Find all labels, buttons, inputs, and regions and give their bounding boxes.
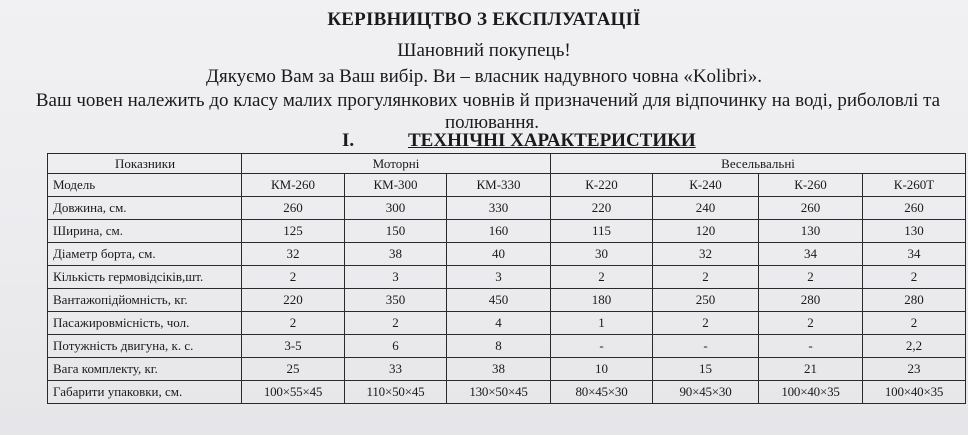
table-cell: 10 xyxy=(551,358,653,381)
table-cell: 2 xyxy=(863,266,966,289)
table-cell: 220 xyxy=(551,197,653,220)
table-cell: 125 xyxy=(242,220,345,243)
row-label: Довжина, см. xyxy=(48,197,242,220)
table-cell: К-260 xyxy=(759,174,863,197)
table-cell: 280 xyxy=(759,289,863,312)
table-cell: 4 xyxy=(447,312,551,335)
row-label: Кількість гермовідсіків,шт. xyxy=(48,266,242,289)
table-row xyxy=(48,312,966,335)
table-cell: 2 xyxy=(345,312,447,335)
table-row xyxy=(48,174,966,197)
table-row xyxy=(48,335,966,358)
table-cell: 180 xyxy=(551,289,653,312)
table-row xyxy=(48,381,966,404)
table-cell: 2 xyxy=(653,312,759,335)
table-cell: 100×55×45 xyxy=(242,381,345,404)
table-cell: 450 xyxy=(447,289,551,312)
row-label: Пасажировмісність, чол. xyxy=(48,312,242,335)
table-cell: 2,2 xyxy=(863,335,966,358)
row-label: Ширина, см. xyxy=(48,220,242,243)
document-title: КЕРІВНИЦТВО З ЕКСПЛУАТАЦІЇ xyxy=(327,9,641,30)
table-row xyxy=(48,243,966,266)
table-row xyxy=(48,266,966,289)
table-cell: 300 xyxy=(345,197,447,220)
thanks-line: Дякуємо Вам за Ваш вибір. Ви – власник надувного човна «Kolibri». xyxy=(206,66,762,87)
table-cell: 2 xyxy=(759,266,863,289)
intro-line-2: полювання. xyxy=(444,112,540,133)
intro-line-1: Ваш човен належить до класу малих прогулянкових човнів й призначений для відпочинку на воді, риболовлі та xyxy=(35,90,941,111)
table-cell: 110×50×45 xyxy=(345,381,447,404)
table-cell: 90×45×30 xyxy=(653,381,759,404)
table-cell: 220 xyxy=(242,289,345,312)
table-cell: 30 xyxy=(551,243,653,266)
table-cell: 100×40×35 xyxy=(863,381,966,404)
table-cell: 100×40×35 xyxy=(759,381,863,404)
table-cell: 160 xyxy=(447,220,551,243)
table-cell: 280 xyxy=(863,289,966,312)
table-cell: 260 xyxy=(759,197,863,220)
table-row xyxy=(48,220,966,243)
table-cell: 250 xyxy=(653,289,759,312)
table-cell: КМ-300 xyxy=(345,174,447,197)
header-indicators: Показники xyxy=(48,154,242,174)
table-cell: 33 xyxy=(345,358,447,381)
table-cell: 240 xyxy=(653,197,759,220)
table-cell: 2 xyxy=(242,312,345,335)
table-cell: 120 xyxy=(653,220,759,243)
table-cell: 8 xyxy=(447,335,551,358)
row-label: Потужність двигуна, к. с. xyxy=(48,335,242,358)
specifications-table xyxy=(47,153,966,404)
table-cell: 23 xyxy=(863,358,966,381)
table-cell: 260 xyxy=(242,197,345,220)
table-cell: 260 xyxy=(863,197,966,220)
table-cell: 2 xyxy=(242,266,345,289)
table-cell: 40 xyxy=(447,243,551,266)
row-label: Вага комплекту, кг. xyxy=(48,358,242,381)
table-cell: 6 xyxy=(345,335,447,358)
table-cell: 150 xyxy=(345,220,447,243)
table-cell: 130 xyxy=(863,220,966,243)
table-cell: 2 xyxy=(551,266,653,289)
table-cell: 1 xyxy=(551,312,653,335)
table-cell: КМ-330 xyxy=(447,174,551,197)
group-motor: Моторні xyxy=(242,154,551,174)
section-heading xyxy=(342,130,696,152)
table-cell: 32 xyxy=(242,243,345,266)
section-number: I. xyxy=(342,130,355,151)
table-row xyxy=(48,197,966,220)
table-cell: 32 xyxy=(653,243,759,266)
table-cell: 38 xyxy=(447,358,551,381)
table-cell: 330 xyxy=(447,197,551,220)
table-cell: 350 xyxy=(345,289,447,312)
row-label: Габарити упаковки, см. xyxy=(48,381,242,404)
table-cell: 34 xyxy=(759,243,863,266)
table-cell: К-220 xyxy=(551,174,653,197)
table-cell: 3 xyxy=(447,266,551,289)
table-row xyxy=(48,358,966,381)
greeting-line: Шановний покупець! xyxy=(397,40,571,61)
table-cell: 2 xyxy=(863,312,966,335)
table-group-header xyxy=(48,154,966,174)
table-cell: 21 xyxy=(759,358,863,381)
table-cell: КМ-260 xyxy=(242,174,345,197)
row-label: Діаметр борта, см. xyxy=(48,243,242,266)
table-cell: 3 xyxy=(345,266,447,289)
row-label: Модель xyxy=(48,174,242,197)
table-cell: 130×50×45 xyxy=(447,381,551,404)
table-cell: 130 xyxy=(759,220,863,243)
table-cell: 115 xyxy=(551,220,653,243)
table-cell: 34 xyxy=(863,243,966,266)
table-cell: - xyxy=(759,335,863,358)
table-cell: - xyxy=(551,335,653,358)
row-label: Вантажопідйомність, кг. xyxy=(48,289,242,312)
section-title: ТЕХНІЧНІ ХАРАКТЕРИСТИКИ xyxy=(408,130,696,151)
table-cell: 3-5 xyxy=(242,335,345,358)
table-cell: - xyxy=(653,335,759,358)
table-cell: К-240 xyxy=(653,174,759,197)
table-cell: 2 xyxy=(653,266,759,289)
table-cell: 2 xyxy=(759,312,863,335)
table-cell: К-260Т xyxy=(863,174,966,197)
group-rowing: Весельвальні xyxy=(551,154,966,174)
table-row xyxy=(48,289,966,312)
table-cell: 38 xyxy=(345,243,447,266)
table-cell: 15 xyxy=(653,358,759,381)
table-cell: 25 xyxy=(242,358,345,381)
table-cell: 80×45×30 xyxy=(551,381,653,404)
